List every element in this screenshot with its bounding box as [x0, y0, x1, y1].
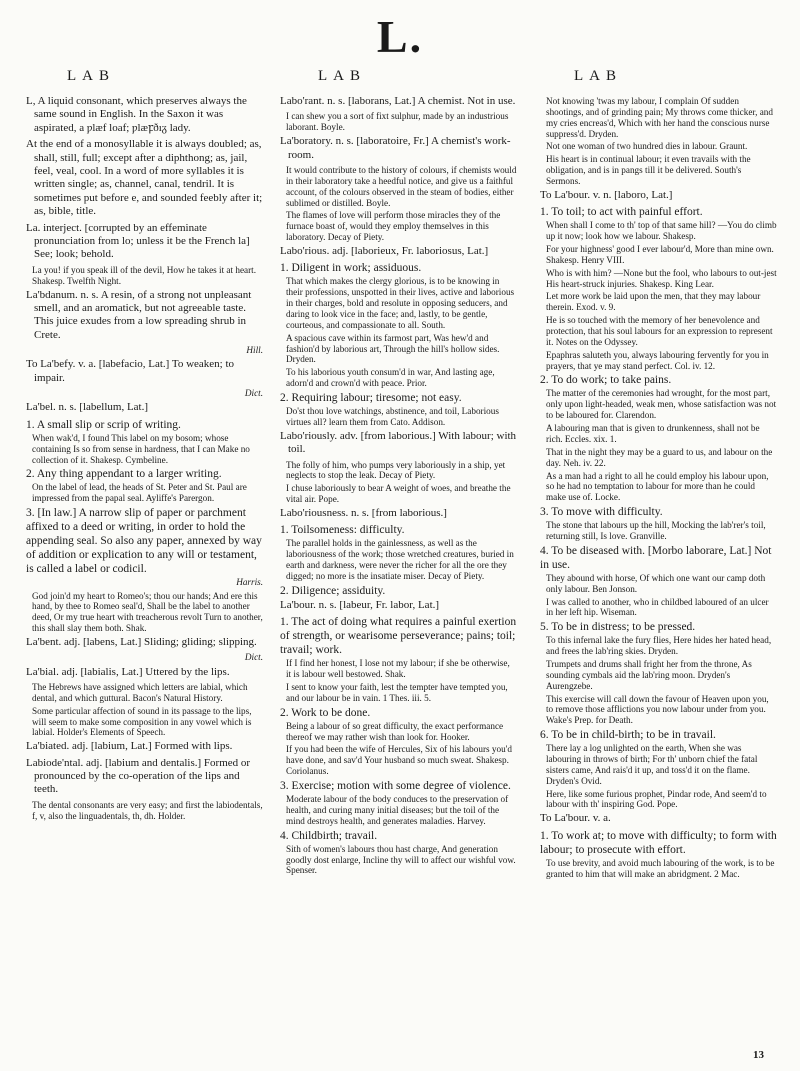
sense-definition: 2. Diligence; assiduity.	[280, 584, 386, 597]
sense-definition: 6. To be in child-birth; to be in travail.	[540, 729, 716, 742]
citation-quote: That in the night they may be a guard to us, and labour on the day. Neh. iv. 22.	[546, 446, 773, 468]
citation-quote: He is so touched with the memory of her benevolence and protection, that his soul labours for an expression to represent it. Notes on the Odyssey.	[546, 315, 773, 347]
citation-quote: Moderate labour of the body conduces to the preservation of health, and curing many initial diseases; but the toil of the mind destroys health, and generates maladies. Harvey.	[286, 794, 509, 826]
dictionary-entry: To La'bour. v. a.	[540, 812, 611, 825]
citation-quote: Here, like some furious prophet, Pindar rode, And seem'd to labour with th' inspiring God. Pope.	[546, 788, 767, 810]
citation-quote: The stone that labours up the hill, Mocking the lab'rer's toil, returning still, Is love. Granville.	[546, 520, 766, 541]
dictionary-entry: La'bdanum. n. s. A resin, of a strong not unpleasant smell, and an aromatick, but not agreeable taste. This juice exudes from a low spreading shrub in Crete.	[26, 288, 252, 341]
citation-quote: I sent to know your faith, lest the tempter have tempted you, and our labour be in vain. 1 Thes. iii. 5.	[286, 682, 508, 703]
citation-quote: That which makes the clergy glorious, is to be knowing in their professions, unspotted in their lives, active and laborious in their charges, bold and resolute in opposing seducers, and daring to look vice in the face; and, lastly, to be gentle, courteous, and compassionate to all. South.	[286, 276, 515, 330]
citation-quote: To use brevity, and avoid much labouring of the work, is to be granted to him that will make an abridgment. 2 Mac.	[546, 857, 775, 879]
dictionary-entry: Labiode'ntal. adj. [labium and dentalis.] Formed or pronounced by the co-operation of the lips and teeth.	[26, 756, 251, 796]
citation-quote: To this infernal lake the fury flies, Here hides her hated head, and frees the lab'ring skies. Dryden.	[546, 635, 772, 657]
citation-quote: The Hebrews have assigned which letters are labial, which dental, and which guttural. Bacon's Natural History.	[32, 681, 248, 703]
dictionary-entry: Labo'rant. n. s. [laborans, Lat.] A chemist. Not in use.	[280, 95, 516, 107]
sense-definition: 2. To do work; to take pains.	[540, 374, 672, 387]
citation-quote: A spacious cave within its farmost part, Was hew'd and fashion'd by laborious art, Through the hill's hollow sides. Dryden.	[286, 332, 500, 365]
citation-quote: When shall I come to th' top of that same hill? —You do climb up it now; look how we labour. Shakesp.	[546, 220, 777, 242]
citation-quote: Who is with him? —None but the fool, who labours to out-jest His heart-struck injuries. Shakesp. King Lear.	[546, 267, 777, 289]
citation-quote: His heart is in continual labour; it even travails with the obligation, and is in pangs till it be delivered. South's Sermons.	[546, 154, 751, 187]
section-letter: L.	[376, 11, 424, 62]
entry-source: Dict.	[244, 388, 263, 399]
column-right	[540, 95, 777, 1060]
dictionary-entry: La. interject. [corrupted by an effeminate pronunciation from lo; unless it be the French la] See; look; behold.	[26, 221, 250, 261]
citation-quote: There lay a log unlighted on the earth, When she was labouring in throws of birth; For th' unborn chief the fatal sisters came, And rais'd it up, and toss'd it on the flame. Dryden's Ovid.	[546, 743, 758, 786]
dictionary-entry: To La'bour. v. n. [laboro, Lat.]	[540, 188, 673, 201]
citation-quote: Epaphras saluteth you, always labouring fervently for you in prayers, that ye may stand perfect. Col. iv. 12.	[546, 349, 769, 371]
citation-quote: La you! if you speak ill of the devil, How he takes it at heart. Shakesp. Twelfth Night.	[32, 264, 257, 286]
citation-quote: Being a labour of so great difficulty, the exact performance thereof we may rather wish than look for. Hooker.	[286, 720, 504, 742]
citation-quote: It would contribute to the history of colours, if chemists would in their laboratory take a heedful notice, and give us a faithful account, of the colours observed in the steam of bodies, either sublimed or distilled. Boyle.	[286, 164, 517, 208]
citation-quote: Do'st thou love watchings, abstinence, and toil, Laborious virtues all? learn them from Cato. Addison.	[286, 405, 499, 427]
dictionary-entry: La'biated. adj. [labium, Lat.] Formed with lips.	[26, 740, 233, 753]
citation-quote: Sith of women's labours thou hast charge, And generation goodly dost enlarge, Incline thy will to affect our wishful vow. Spenser.	[286, 843, 516, 876]
citation-quote: A labouring man that is given to drunkenness, shall not be rich. Eccles. xix. 1.	[546, 423, 760, 444]
citation-quote: God join'd my heart to Romeo's; thou our hands; And ere this hand, by thee to Romeo seal'd, Shall be the label to another deed, Or my true heart with treacherous revolt Turn to another, this shall slay them both. Shak.	[32, 590, 263, 634]
citation-quote: I was called to another, who in childbed laboured of an ulcer in her left hip. Wiseman.	[546, 596, 769, 618]
citation-quote: They abound with horse, Of which one want our camp doth only labour. Ben Jonson.	[546, 572, 766, 594]
entry-source: Harris.	[236, 577, 263, 588]
citation-quote: The dental consonants are very easy; and first the labiodentals, f, v, also the linguadentals, th, dh. Holder.	[32, 799, 263, 821]
sense-definition: 1. To toil; to act with painful effort.	[540, 206, 703, 219]
page-signature: 13	[753, 1049, 764, 1061]
dictionary-entry: To La'befy. v. a. [labefacio, Lat.] To weaken; to impair.	[26, 358, 235, 384]
citation-quote: Let more work be laid upon the men, that they may labour therein. Exod. v. 9.	[546, 291, 761, 313]
sense-definition: 1. The act of doing what requires a painful exertion of strength, or wearisome perseverance; pains; toil; travail; work.	[280, 616, 517, 657]
citation-quote: This exercise will call down the favour of Heaven upon you, to remove those afflictions you now labour under from you. Wake's Prep. for Death.	[546, 693, 769, 726]
running-head-right: LAB	[574, 68, 622, 84]
citation-quote: The parallel holds in the gainlessness, as well as the laboriousness of the work; those wretched creatures, buried in earth and darkness, were never the richer for all the ore they digged; no more is the insatiate miser. Decay of Piety.	[286, 538, 514, 581]
citation-quote: If I find her honest, I lose not my labour; if she be otherwise, it is labour well bestowed. Shak.	[286, 658, 510, 680]
sense-definition: 4. To be diseased with. [Morbo laborare, Lat.] Not in use.	[540, 544, 772, 571]
dictionary-entry: La'bel. n. s. [labellum, Lat.]	[26, 401, 149, 414]
citation-quote: When wak'd, I found This label on my bosom; whose containing Is so from sense in hardness, that I can Make no collection of it. Shakesp. Cymbeline.	[32, 432, 250, 465]
sense-definition: 1. To work at; to move with difficulty; to form with labour; to prosecute with effort.	[540, 829, 777, 856]
dictionary-entry: La'boratory. n. s. [laboratoire, Fr.] A chemist's work-room.	[280, 135, 511, 161]
dictionary-entry: La'bial. adj. [labialis, Lat.] Uttered by the lips.	[26, 665, 230, 678]
dictionary-entry: Labo'riously. adv. [from laborious.] With labour; with toil.	[280, 429, 517, 456]
dictionary-entry: L, A liquid consonant, which preserves always the same sound in English. In the Saxon it was aspirated, a ƿlæf loaf; ƿlæꝼðıᵹ lady.	[26, 95, 247, 134]
sense-definition: 2. Requiring labour; tiresome; not easy.	[280, 391, 462, 404]
sense-definition: 5. To be in distress; to be pressed.	[540, 621, 696, 634]
citation-quote: On the label of lead, the heads of St. Peter and St. Paul are impressed from the papal seal. Ayliffe's Parergon.	[32, 482, 247, 504]
citation-quote: The flames of love will perform those miracles they of the furnace boast of, would they employ themselves in this laboratory. Decay of Piety.	[286, 210, 501, 243]
sense-definition: 3. Exercise; motion with some degree of violence.	[280, 780, 511, 793]
dictionary-entry: Labo'rious. adj. [laborieux, Fr. laboriosus, Lat.]	[280, 244, 489, 257]
column-middle	[280, 95, 517, 1060]
dictionary-entry: La'bent. adj. [labens, Lat.] Sliding; gliding; slipping.	[26, 635, 257, 648]
citation-quote: Some particular affection of sound in its passage to the lips, will seem to make some composition in any vowel which is labial. Holder's Elements of Speech.	[32, 705, 252, 738]
sense-definition: 3. [In law.] A narrow slip of paper or parchment affixed to a deed or writing, in order to hold the appending seal. So also any paper, annexed by way of addition or explication to any will or testament, is called a label or codicil.	[26, 507, 262, 576]
citation-quote: Not knowing 'twas my labour, I complain Of sudden shootings, and of grinding pain; My throws come thicker, and my cries encreas'd, Which with her hand the conscious nurse suppress'd. Dryden.	[546, 96, 773, 139]
dictionary-entry: At the end of a monosyllable it is always doubled; as, shall, still, full; except after a diphthong; as, jail, feel, veal, cool. In a word of more syllables it is written single; as, channel, canal, tendril. It is sometimes put before e, and sounded feebly after it; as, bible, title.	[26, 138, 263, 218]
citation-quote: The matter of the ceremonies had wrought, for the most part, only upon light-headed, weak men, whose satisfaction was not to be laboured for. Clarendon.	[546, 388, 777, 421]
entry-source: Hill.	[246, 345, 263, 356]
citation-quote: Trumpets and drums shall fright her from the throne, As sounding cymbals aid the lab'ring moon. Dryden's Aurengzebe.	[546, 659, 752, 691]
sense-definition: 2. Any thing appendant to a larger writing.	[26, 468, 222, 481]
dictionary-entry: Labo'riousness. n. s. [from laborious.]	[280, 506, 447, 519]
citation-quote: If you had been the wife of Hercules, Six of his labours you'd have done, and sav'd Your husband so much sweat. Shakesp. Coriolanus.	[286, 744, 512, 777]
sense-definition: 1. Diligent in work; assiduous.	[280, 262, 422, 275]
citation-quote: For your highness' good I ever labour'd, More than mine own. Shakesp. Henry VIII.	[546, 244, 774, 265]
column-left	[26, 95, 263, 1060]
citation-quote: As a man had a right to all he could employ his labour upon, so he had no temptation to labour for more than he could make use of. Locke.	[546, 470, 769, 503]
citation-quote: The folly of him, who pumps very laboriously in a ship, yet neglects to stop the leak. Decay of Piety.	[286, 459, 506, 481]
sense-definition: 4. Childbirth; travail.	[280, 829, 378, 842]
running-head-center: LAB	[318, 68, 366, 84]
dictionary-entry: La'bour. n. s. [labeur, Fr. labor, Lat.]	[280, 598, 440, 611]
sense-definition: 1. A small slip or scrip of writing.	[26, 418, 181, 431]
citation-quote: I chuse laboriously to bear A weight of woes, and breathe the vital air. Pope.	[286, 483, 511, 505]
entry-source: Dict.	[244, 652, 263, 663]
sense-definition: 2. Work to be done.	[280, 706, 371, 719]
sense-definition: 1. Toilsomeness: difficulty.	[280, 524, 405, 537]
sense-definition: 3. To move with difficulty.	[540, 506, 663, 519]
citation-quote: To his laborious youth consum'd in war, And lasting age, adorn'd and crown'd with peace. Prior.	[286, 367, 495, 389]
citation-quote: Not one woman of two hundred dies in labour. Graunt.	[546, 141, 748, 152]
citation-quote: I can shew you a sort of fixt sulphur, made by an industrious laborant. Boyle.	[286, 111, 509, 133]
running-head-left: LAB	[67, 68, 115, 84]
